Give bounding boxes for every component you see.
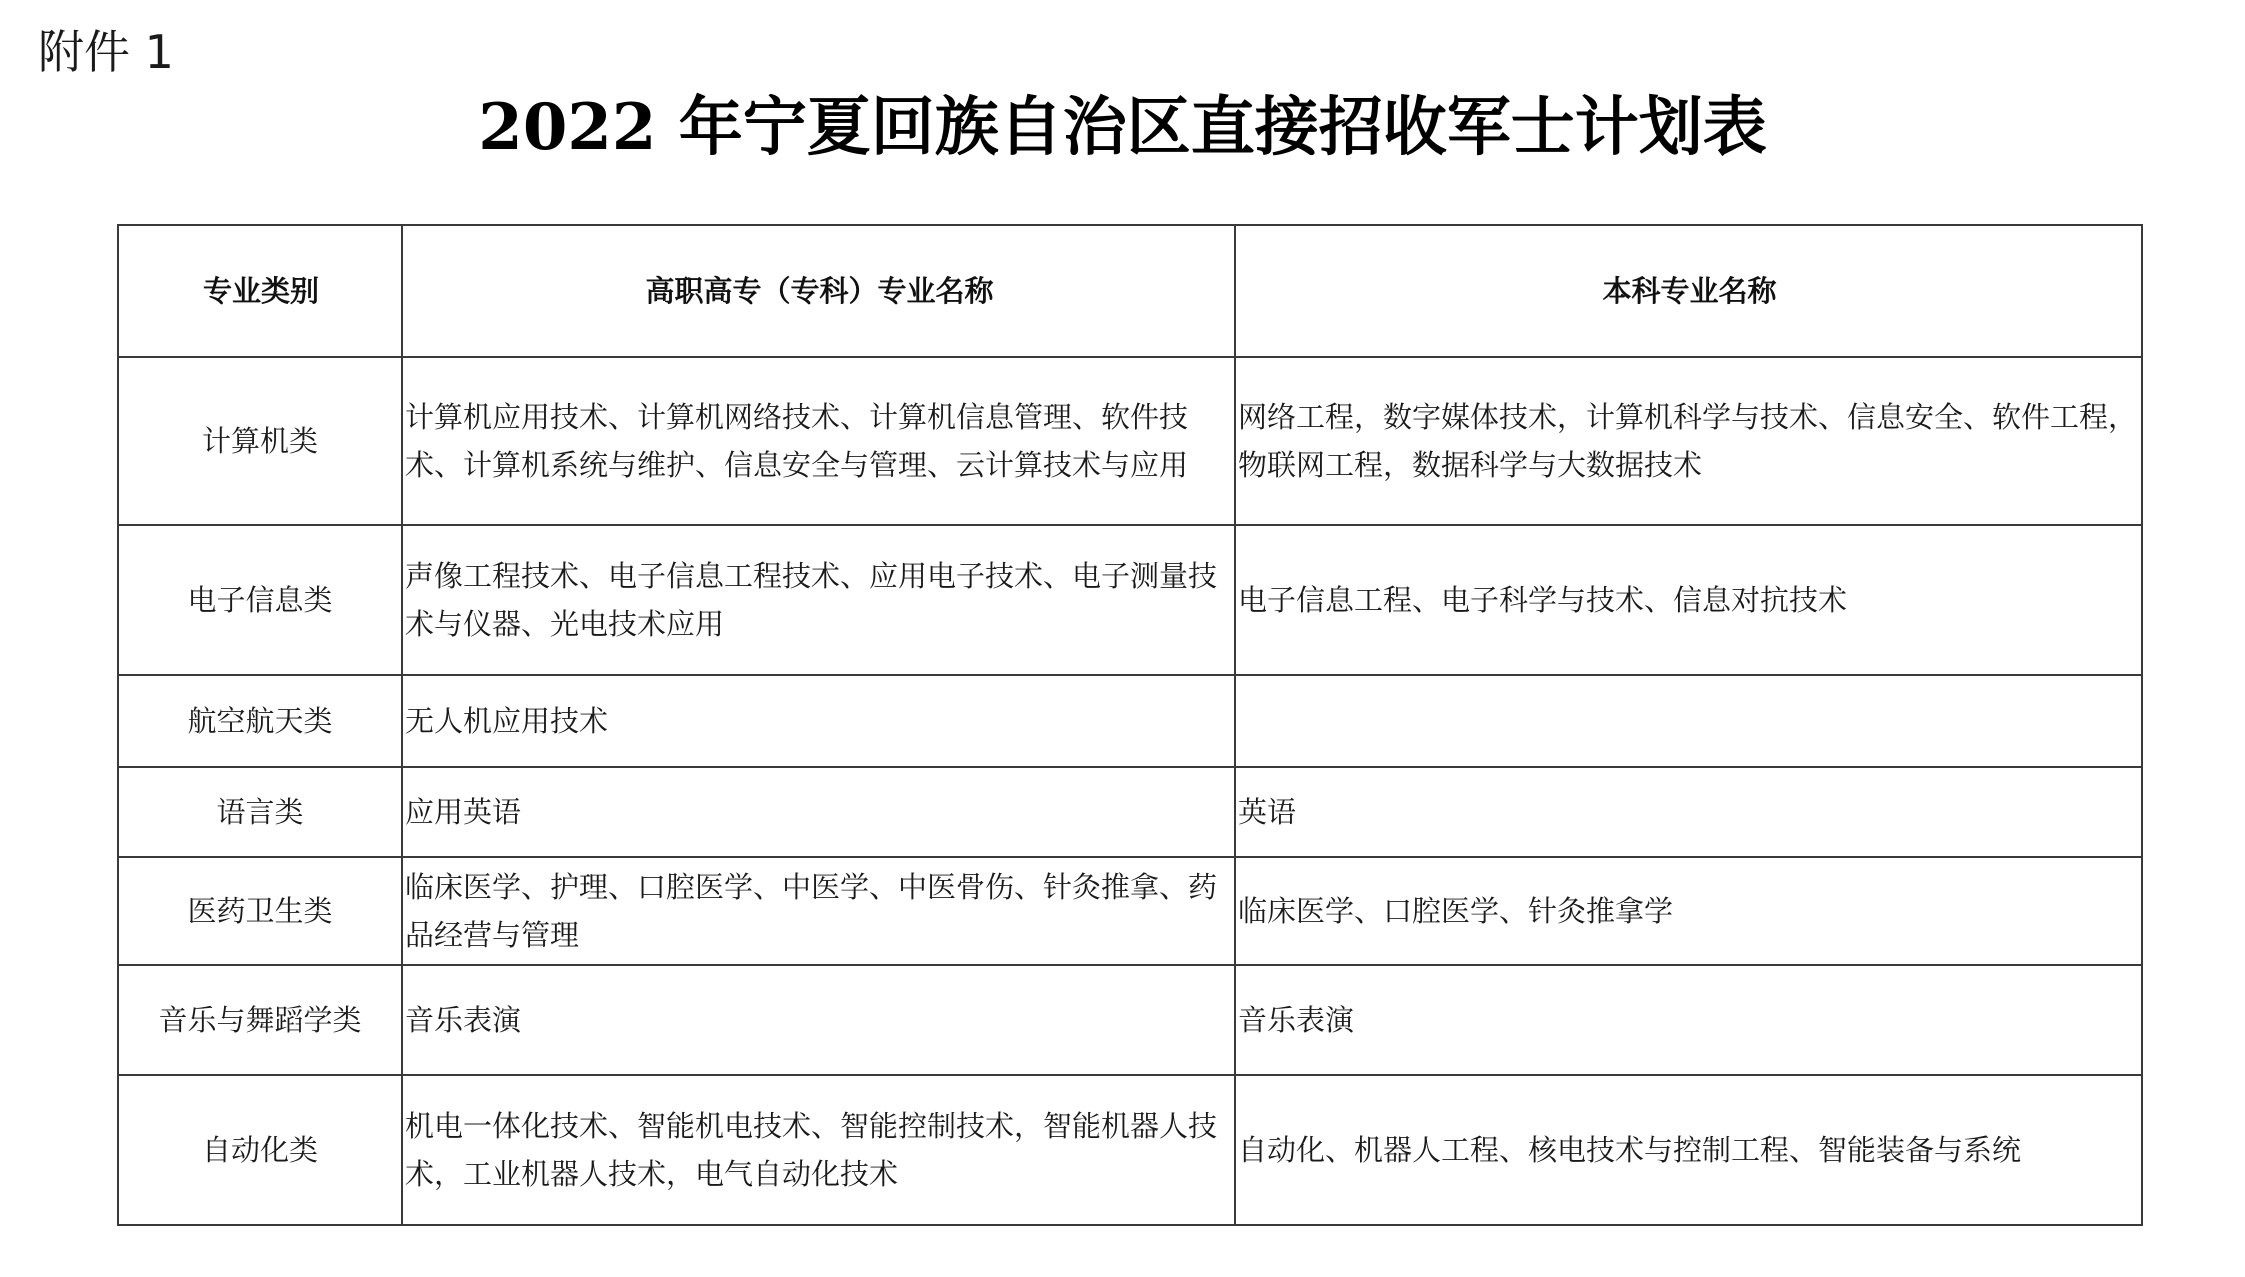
- row-vocational: 音乐表演: [402, 965, 1235, 1075]
- table-row: [118, 675, 2142, 767]
- row-undergrad: 临床医学、口腔医学、针灸推拿学: [1235, 857, 2142, 965]
- table-row: [118, 525, 2142, 675]
- header-undergrad: 本科专业名称: [1235, 225, 2142, 357]
- row-category: 语言类: [118, 767, 402, 857]
- row-vocational: 声像工程技术、电子信息工程技术、应用电子技术、电子测量技术与仪器、光电技术应用: [402, 525, 1235, 675]
- table-row: [118, 1075, 2142, 1225]
- row-category: 计算机类: [118, 357, 402, 525]
- row-category: 音乐与舞蹈学类: [118, 965, 402, 1075]
- row-undergrad: 网络工程，数字媒体技术，计算机科学与技术、信息安全、软件工程，物联网工程，数据科学与大数据技术: [1235, 357, 2142, 525]
- row-vocational: 临床医学、护理、口腔医学、中医学、中医骨伤、针灸推拿、药品经营与管理: [402, 857, 1235, 965]
- row-category: 电子信息类: [118, 525, 402, 675]
- row-vocational: 机电一体化技术、智能机电技术、智能控制技术，智能机器人技术，工业机器人技术，电气自动化技术: [402, 1075, 1235, 1225]
- header-vocational: 高职高专（专科）专业名称: [402, 225, 1235, 357]
- plan-table: [117, 224, 2143, 1226]
- table-row: [118, 965, 2142, 1075]
- row-category: 自动化类: [118, 1075, 402, 1225]
- row-vocational: 应用英语: [402, 767, 1235, 857]
- row-category: 医药卫生类: [118, 857, 402, 965]
- row-vocational: 无人机应用技术: [402, 675, 1235, 767]
- page-title: 2022 年宁夏回族自治区直接招收军士计划表: [478, 90, 1767, 165]
- annex-label: 附件 1: [38, 25, 174, 79]
- row-category: 航空航天类: [118, 675, 402, 767]
- table-header-row: [118, 225, 2142, 357]
- row-vocational: 计算机应用技术、计算机网络技术、计算机信息管理、软件技术、计算机系统与维护、信息安全与管理、云计算技术与应用: [402, 357, 1235, 525]
- table-row: [118, 857, 2142, 965]
- table-row: [118, 357, 2142, 525]
- row-undergrad: [1235, 675, 2142, 767]
- row-undergrad: 音乐表演: [1235, 965, 2142, 1075]
- header-category: 专业类别: [118, 225, 402, 357]
- row-undergrad: 英语: [1235, 767, 2142, 857]
- table-row: [118, 767, 2142, 857]
- row-undergrad: 自动化、机器人工程、核电技术与控制工程、智能装备与系统: [1235, 1075, 2142, 1225]
- row-undergrad: 电子信息工程、电子科学与技术、信息对抗技术: [1235, 525, 2142, 675]
